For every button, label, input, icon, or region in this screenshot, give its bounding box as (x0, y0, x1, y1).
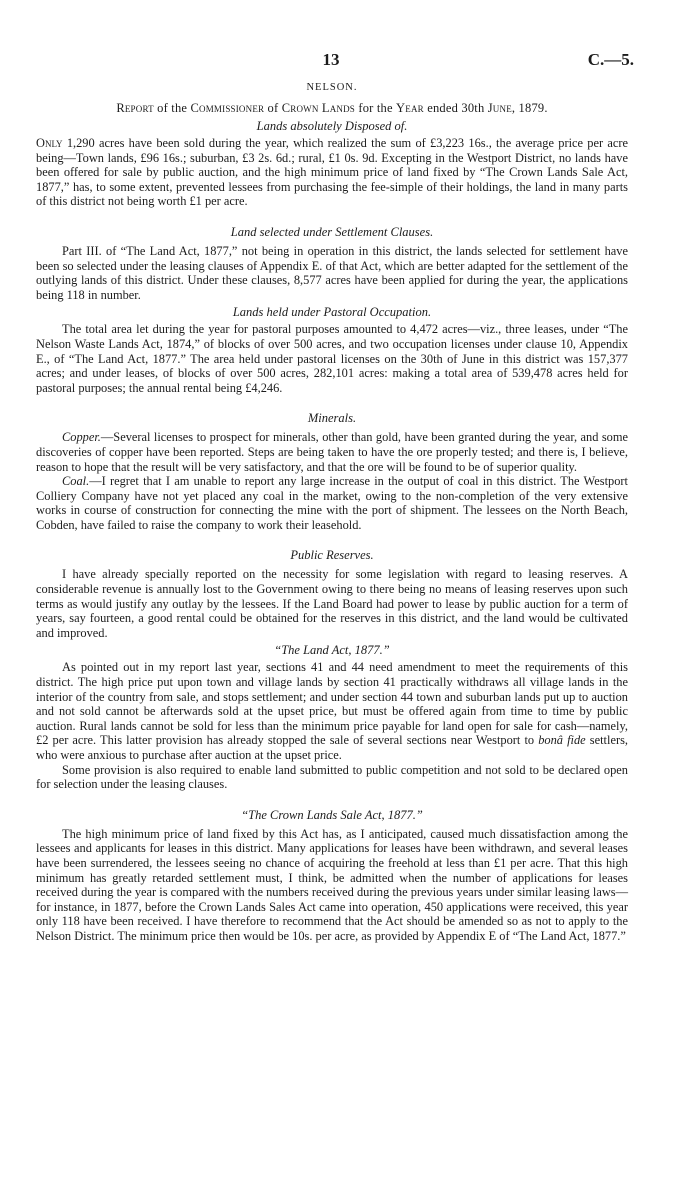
section-heading-settlement: Land selected under Settlement Clauses. (230, 224, 434, 239)
paragraph-land-act-1 (36, 660, 628, 762)
paragraph-text: —I regret that I am unable to report any large increase in the output of coal in this district. The Westport Colliery Company have not yet placed any coal in the market, owing to the non-completion of the very extensive works in course of construction for connecting the mine with the port of shipment. The lessees on the North Beach, Cobden, have failed to raise the company to work their leasehold. (36, 474, 628, 532)
section-heading-public-reserves: Public Reserves. (290, 548, 374, 563)
paragraph-text: settlers, who were anxious to purchase after auction at the upset price. (36, 733, 628, 762)
paragraph-lands-disposed (36, 136, 628, 209)
report-title-text: for the (355, 101, 397, 115)
page-header (36, 50, 634, 72)
report-title-text: , 1879. (511, 101, 548, 115)
section-heading-lands-disposed: Lands absolutely Disposed of. (256, 119, 408, 133)
paragraph-settlement: Part III. of “The Land Act, 1877,” not being in operation in this district, the lands selected for settlement have been so selected under the leasing clauses of Appendix E. of that Act, which are better adapted for the settlement of the outlying lands of this district. Under these clauses, 8,577 acres have been applied for during the year, the applications being 118 in number. (36, 243, 628, 302)
section-heading-land-act: “The Land Act, 1877.” (274, 643, 390, 658)
paragraph-coal (36, 474, 628, 532)
report-title-commissioner: Commissioner (190, 101, 265, 115)
report-title-june: June (487, 101, 512, 115)
page-number: 13 (322, 50, 340, 69)
report-title-text: ended 30th (423, 101, 488, 115)
report-title (36, 101, 628, 116)
report-title-text: of the (153, 101, 191, 115)
paragraph-copper (36, 430, 628, 474)
report-title-year: Year (396, 101, 424, 115)
district-heading: NELSON. (306, 82, 358, 93)
paragraph-lead-coal: Coal. (62, 474, 90, 489)
paragraph-text: 1,290 acres have been sold during the year, which realized the sum of £3,223 16s., the average price per acre being—Town lands, £96 16s.; suburban, £3 2s. 6d.; rural, £1 0s. 9d. Excepting in the Westport District, no lands have been offered for sale by public auction, and the high minimum price of land fixed by “The Crown Lands Sale Act, 1877,” has, to some extent, prevented lessees from purchasing the fee-simple of their holdings, the land in many parts of this district not being worth £1 per acre. (36, 136, 628, 209)
paragraph-lead-word: Only (36, 136, 63, 150)
paragraph-pastoral: The total area let during the year for pastoral purposes amounted to 4,472 acres—viz., three leases, under “The Nelson Waste Lands Act, 1874,” of blocks of over 500 acres, and two occupation licenses under clause 10, Appendix E., of “The Land Act, 1877.” The area held under pastoral licenses on the 30th of June in this district was 157,377 acres; and under leases, of blocks of over 500 acres, 282,101 acres: making a total area of 539,478 acres held for pastoral purposes; the annual rental being £4,246. (36, 322, 628, 395)
section-heading-pastoral: Lands held under Pastoral Occupation. (232, 305, 432, 320)
section-heading-crown-lands-sale-act: “The Crown Lands Sale Act, 1877.” (241, 807, 423, 822)
paragraph-public-reserves: I have already specially reported on the necessity for some legislation with regard to leasing reserves. A considerable revenue is annually lost to the Government owing to there being no means of leasing reserves upon such terms as would justify any outlay by the lessees. If the Land Board had power to lease by public auction for a term of years, say fourteen, a good rental could be obtained for the reserves in this district, and the land would be cultivated and improved. (36, 567, 628, 640)
document-page (36, 50, 634, 944)
report-title-text: of (264, 101, 282, 115)
report-title-prefix: Report (116, 101, 154, 115)
paragraph-text: As pointed out in my report last year, sections 41 and 44 need amendment to meet the requirements of this district. The high price put upon town and village lands by section 41 practically withdraws all village lands in the interior of the country from sale, and stops settlement; and under section 44 town and suburban lands put up to auction and not sold cannot be afterwards sold at the upset price, but must be offered again from time to time by public auction. Rural lands cannot be sold for less than the minimum price payable for land open for sale for cash—namely, £2 per acre. This latter provision has already stopped the sale of several sections near Westport to (36, 660, 628, 748)
paragraph-text: —Several licenses to prospect for minerals, other than gold, have been granted during the year, and some discoveries of copper have been reported. Steps are being taken to have the ore properly tested; and there is, I believe, reason to hope that the result will be very satisfactory, and that the ore will be found to be of superior quality. (36, 430, 628, 474)
section-heading-minerals: Minerals. (307, 411, 357, 426)
paragraph-crown-lands-sale-act: The high minimum price of land fixed by this Act has, as I anticipated, caused much dissatisfaction among the lessees and applicants for leases in this district. Many applications for leases have been withdrawn, and several leases have been surrendered, the lessees seeing no chance of acquiring the freehold at less than £1 per acre. That this high minimum has greatly retarded settlement must, I think, be admitted when the number of applications for leases received during the year is compared with the numbers received during the previous years under similar leasing laws—for instance, in 1877, before the Crown Lands Sales Act came into operation, 450 applications were received, this year only 118 have been received. I have therefore to recommend that the Act should be amended so as not to apply to the Nelson District. The minimum price then would be 10s. per acre, as provided by Appendix E of “The Land Act, 1877.” (36, 826, 628, 943)
report-title-crown-lands: Crown Lands (281, 101, 356, 115)
paragraph-lead-copper: Copper. (62, 430, 101, 445)
paragraph-italic-phrase: bonâ fide (538, 733, 586, 748)
document-reference: C.—5. (587, 50, 634, 69)
paragraph-land-act-2: Some provision is also required to enable land submitted to public competition and not sold to be declared open for selection under the leasing clauses. (36, 762, 628, 792)
